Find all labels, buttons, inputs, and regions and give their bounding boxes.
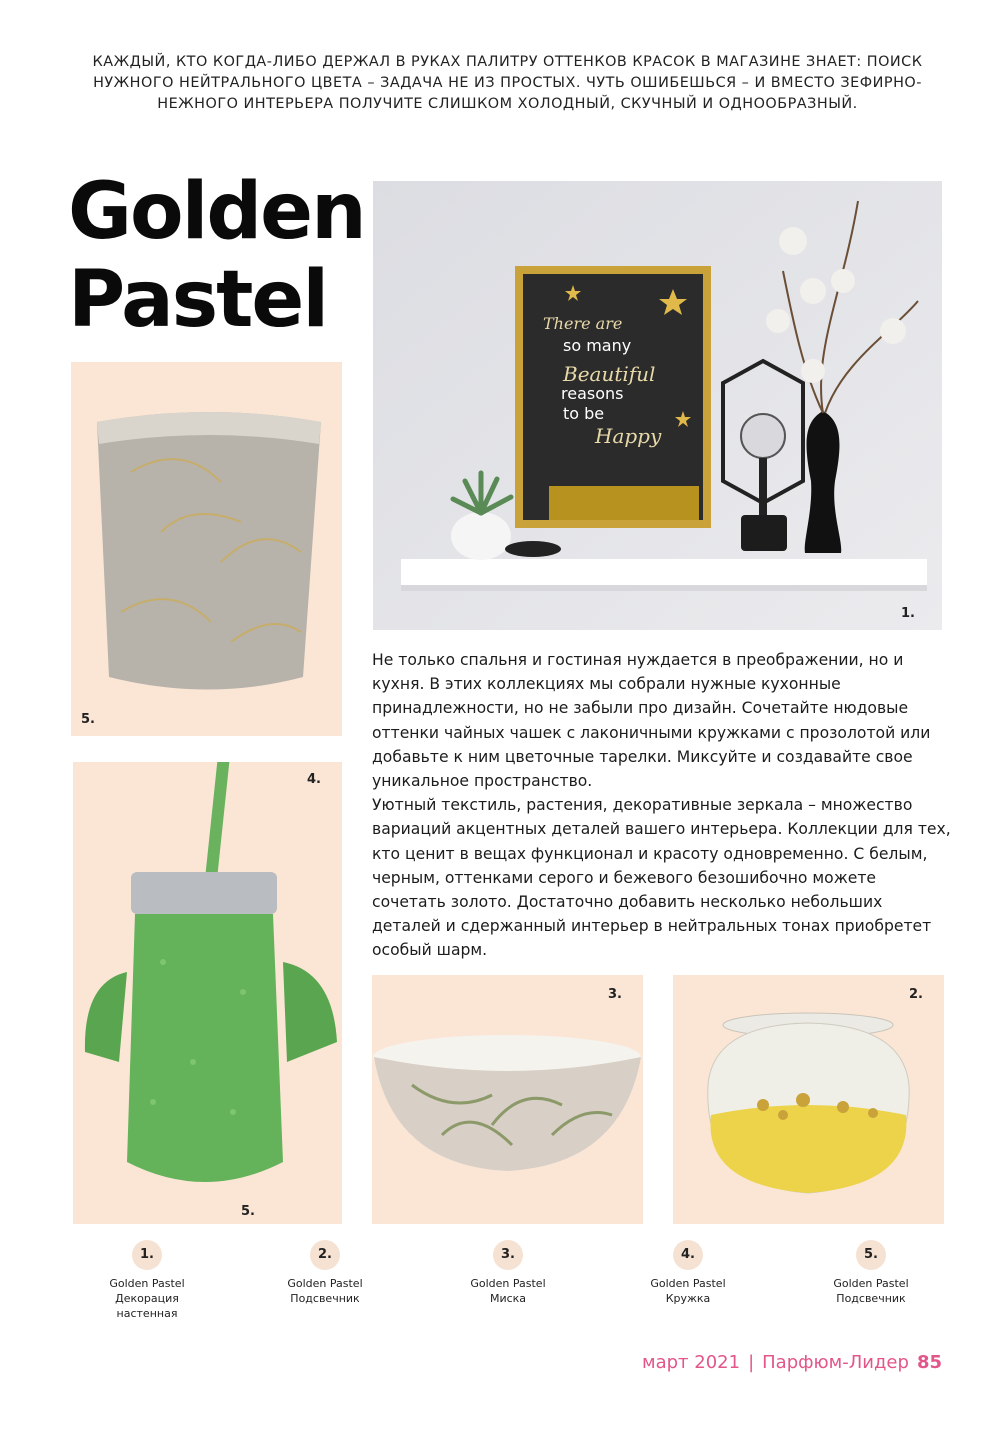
frame-text-line-4: reasons [561, 384, 624, 403]
page-number: 85 [916, 1352, 942, 1373]
title-line-2: Pastel [68, 255, 328, 345]
legend-item [453, 1240, 563, 1306]
body-paragraph-1: Не только спальня и гостиная нуждается в преображении, но и кухня. В этих коллекциях мы собрали нужные кухонные принадлежности, но не забыли про дизайн. Сочетайте нюдовые оттенки чайных чашек с лаконичными кружками с прозолотой или добавьте к ним цветочные тарелки. Миксуйте и создавайте свое уникальное пространство. [372, 651, 931, 791]
candle-glass-illustration [71, 362, 342, 736]
legend-name: Golden Pastel [470, 1277, 546, 1290]
intro-text: КАЖДЫЙ, КТО КОГДА-ЛИБО ДЕРЖАЛ В РУКАХ ПАЛИТРУ ОТТЕНКОВ КРАСОК В МАГАЗИНЕ ЗНАЕТ: ПОИСК НУЖНОГО НЕЙТРАЛЬНОГО ЦВЕТА – ЗАДАЧА НЕ ИЗ ПРОСТЫХ. ЧУТЬ ОШИБЕШЬСЯ – И ВМЕСТО ЗЕФИРНО-НЕЖНОГО ИНТЕРЬЕРА ПОЛУЧИТЕ СЛИШКОМ ХОЛОДНЫЙ, СКУЧНЫЙ И ОДНООБРАЗНЫЙ. [92, 54, 923, 112]
legend-name: Golden Pastel [833, 1277, 909, 1290]
bowl-photo [372, 975, 643, 1224]
body-text [372, 648, 952, 963]
legend-name: Golden Pastel [287, 1277, 363, 1290]
legend-desc: Декорация настенная [115, 1292, 179, 1320]
photo-number: 5. [81, 712, 95, 727]
legend-item [633, 1240, 743, 1306]
footer-month: март 2021 [642, 1352, 741, 1373]
round-candle-illustration [673, 975, 944, 1224]
frame-text-line-2: so many [563, 336, 632, 355]
frame-text-line-6: Happy [595, 424, 662, 448]
round-candle-photo [673, 975, 944, 1224]
frame-text-line-5: to be [563, 404, 605, 423]
legend-item [270, 1240, 380, 1306]
page-title [68, 168, 365, 344]
body-paragraph-2: Уютный текстиль, растения, декоративные зеркала – множество вариаций акцентных деталей вашего интерьера. Коллекции для тех, кто ценит в вещах функционал и красоту одновременно. С белым, черным, оттенками серого и бежевого безошибочно можете сочетать золото. Достаточно добавить несколько небольших деталей и сдержанный интерьер в нейтральных тонах приобретет особый шарм. [372, 796, 951, 960]
legend-number: 4. [673, 1240, 703, 1270]
frame-text-line-1: There are [543, 314, 623, 333]
legend-desc: Миска [489, 1292, 527, 1305]
legend-item [816, 1240, 926, 1306]
legend-desc: Подсвечник [836, 1292, 906, 1305]
legend-desc: Кружка [665, 1292, 711, 1305]
photo-number: 3. [608, 987, 622, 1002]
legend-number: 5. [856, 1240, 886, 1270]
shelf-scene-illustration [373, 181, 942, 630]
legend-item [92, 1240, 202, 1321]
footer-separator: | [748, 1352, 755, 1373]
photo-number-bottom: 5. [241, 1204, 255, 1219]
legend-name: Golden Pastel [650, 1277, 726, 1290]
page-footer [642, 1352, 942, 1373]
legend-desc: Подсвечник [290, 1292, 360, 1305]
candle-glass-photo [71, 362, 342, 736]
cactus-jar-photo [73, 762, 342, 1224]
photo-number: 2. [909, 987, 923, 1002]
legend-number: 2. [310, 1240, 340, 1270]
frame-text-line-3: Beautiful [563, 362, 656, 386]
main-photo [373, 181, 942, 630]
title-line-1: Golden [68, 167, 365, 257]
cactus-jar-illustration [73, 762, 342, 1224]
photo-number: 1. [901, 606, 915, 621]
legend-name: Golden Pastel [109, 1277, 185, 1290]
bowl-illustration [372, 975, 643, 1224]
legend-number: 1. [132, 1240, 162, 1270]
legend-number: 3. [493, 1240, 523, 1270]
footer-brand: Парфюм-Лидер [762, 1352, 909, 1373]
photo-number-top: 4. [307, 772, 321, 787]
